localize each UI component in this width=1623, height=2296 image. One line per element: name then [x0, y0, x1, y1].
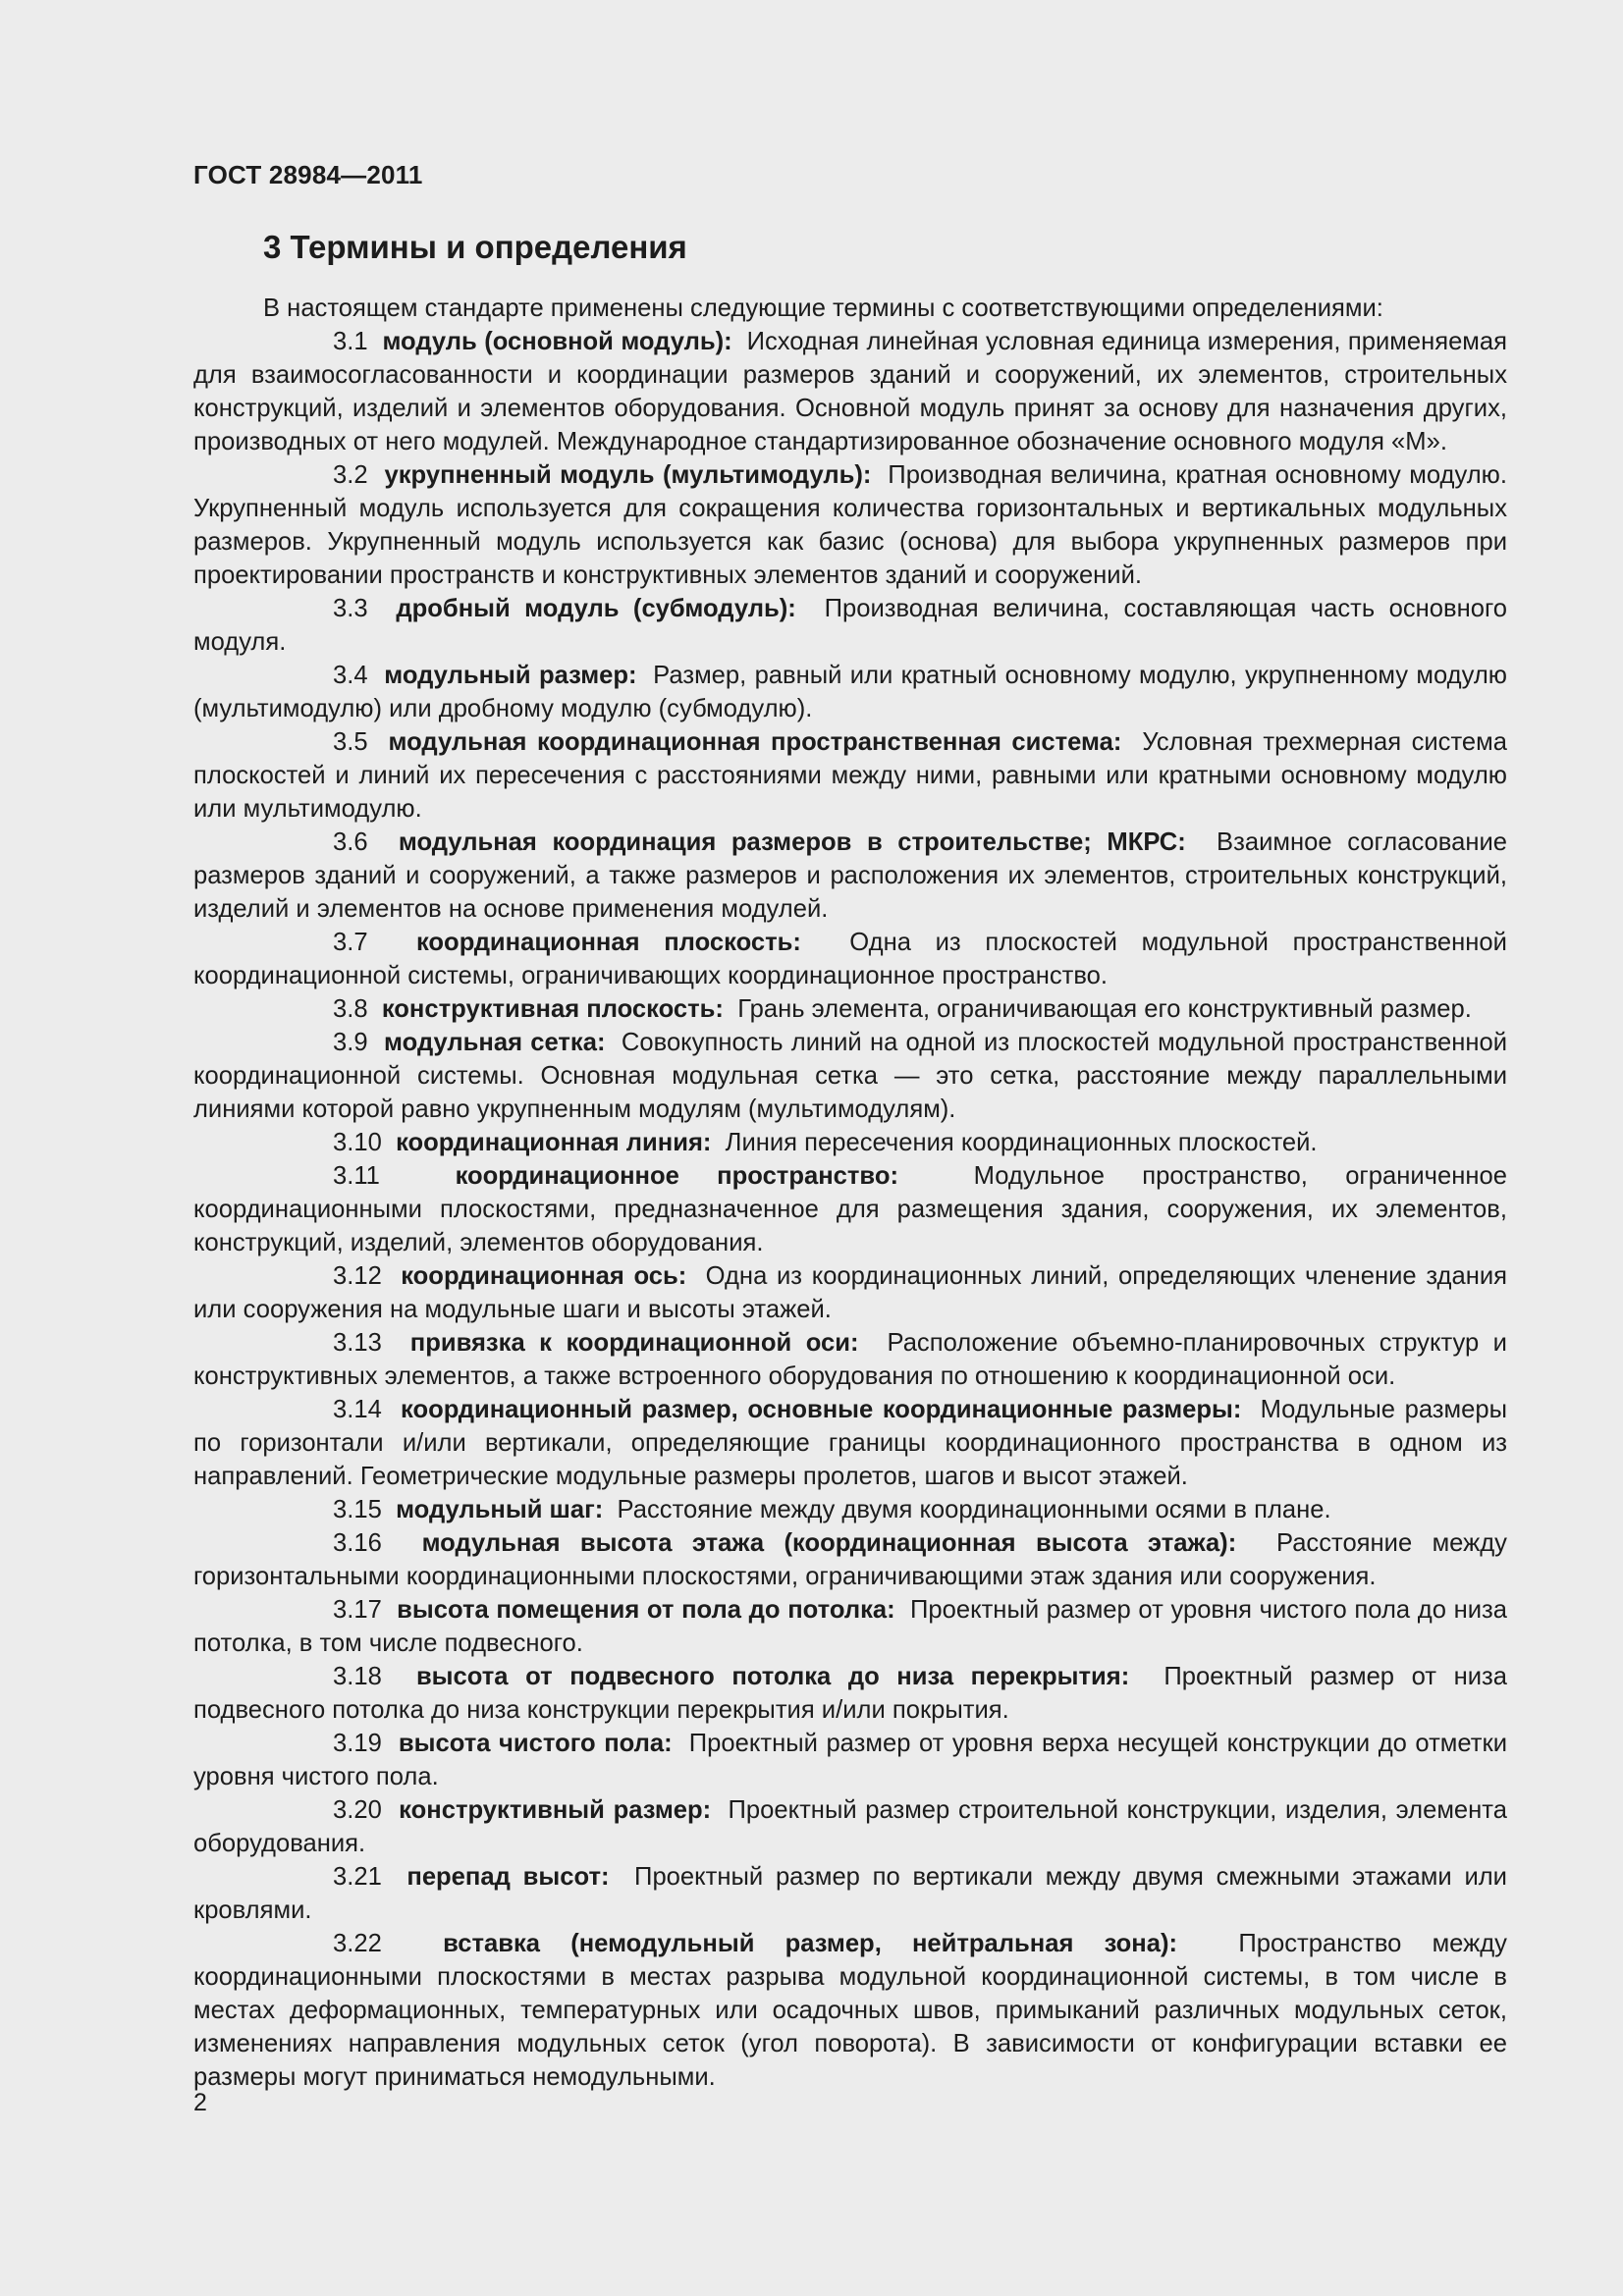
term-entry	[193, 926, 1507, 992]
term-entry	[193, 826, 1507, 926]
term-name: координационная плоскость:	[415, 929, 801, 956]
page-number: 2	[193, 2089, 207, 2116]
term-name: вставка (немодульный размер, нейтральная зона):	[443, 1930, 1178, 1957]
term-name: координационное пространство:	[455, 1162, 898, 1190]
term-name: перепад высот:	[406, 1863, 610, 1891]
term-entry	[193, 659, 1507, 725]
term-entry	[193, 1526, 1507, 1593]
term-number: 3.19	[333, 1730, 382, 1757]
term-number: 3.17	[333, 1596, 382, 1624]
term-name: модульный шаг:	[396, 1496, 604, 1523]
term-entry	[193, 1159, 1507, 1259]
term-definition: Исходная линейная условная единица измерения, применяемая для взаимосогласованности и координации размеров зданий и сооружений, их элементов, строительных конструкций, изделий и элементов оборудования. Основной модуль принят за основу для назначения других, производных от него модулей. Международное стандартизированное обозначение основного модуля «М».	[193, 328, 1507, 455]
term-number: 3.15	[333, 1496, 382, 1523]
term-name: модульная высота этажа (координационная высота этажа):	[421, 1529, 1237, 1557]
term-definition: Модульное пространство, ограниченное координационными плоскостями, предназначенное для размещения здания, сооружения, их элементов, конструкций, изделий, элементов оборудования.	[193, 1162, 1507, 1256]
term-entry	[193, 1793, 1507, 1860]
term-name: конструктивная плоскость:	[381, 995, 724, 1023]
term-number: 3.4	[333, 662, 368, 689]
term-number: 3.7	[333, 929, 368, 956]
term-entry	[193, 1493, 1507, 1526]
term-definition: Расположение объемно-планировочных структур и конструктивных элементов, а также встроенного оборудования по отношению к координационной оси.	[193, 1329, 1507, 1390]
term-definition: Совокупность линий на одной из плоскостей модульной пространственной координационной системы. Основная модульная сетка — это сетка, расстояние между параллельными линиями которой равно укрупненным модулям (мультимодулям).	[193, 1029, 1507, 1123]
term-definition: Грань элемента, ограничивающая его конструктивный размер.	[737, 995, 1472, 1023]
term-name: привязка к координационной оси:	[409, 1329, 859, 1357]
term-number: 3.11	[333, 1162, 380, 1190]
term-entry	[193, 1026, 1507, 1126]
term-number: 3.13	[333, 1329, 382, 1357]
term-definition: Проектный размер от уровня чистого пола до низа потолка, в том числе подвесного.	[193, 1596, 1507, 1657]
document-body	[193, 292, 1507, 2094]
term-definition: Одна из плоскостей модульной пространственной координационной системы, ограничивающих координационное пространство.	[193, 929, 1507, 989]
term-definition: Одна из координационных линий, определяющих членение здания или сооружения на модульные шаги и высоты этажей.	[193, 1262, 1507, 1323]
term-entry	[193, 1326, 1507, 1393]
term-definition: Проектный размер от низа подвесного потолка до низа конструкции перекрытия и/или покрытия.	[193, 1663, 1507, 1724]
term-entry	[193, 992, 1507, 1026]
term-definition: Расстояние между двумя координационными осями в плане.	[617, 1496, 1331, 1523]
term-entry	[193, 1860, 1507, 1927]
term-name: координационная ось:	[401, 1262, 687, 1290]
term-number: 3.3	[333, 595, 368, 622]
term-number: 3.21	[333, 1863, 382, 1891]
term-definition: Взаимное согласование размеров зданий и сооружений, а также размеров и расположения их элементов, строительных конструкций, изделий и элементов на основе применения модулей.	[193, 828, 1507, 923]
term-number: 3.9	[333, 1029, 368, 1056]
term-name: высота чистого пола:	[398, 1730, 673, 1757]
term-entry	[193, 592, 1507, 659]
term-name: модульная координация размеров в строительстве; МКРС:	[398, 828, 1186, 856]
term-definition: Расстояние между горизонтальными координационными плоскостями, ограничивающими этаж здания или сооружения.	[193, 1529, 1507, 1590]
term-definition: Проектный размер по вертикали между двумя смежными этажами или кровлями.	[193, 1863, 1507, 1924]
term-definition: Проектный размер строительной конструкции, изделия, элемента оборудования.	[193, 1796, 1507, 1857]
document-header: ГОСТ 28984—2011	[193, 160, 423, 189]
term-number: 3.22	[333, 1930, 382, 1957]
term-number: 3.10	[333, 1129, 382, 1156]
term-number: 3.8	[333, 995, 368, 1023]
term-number: 3.18	[333, 1663, 382, 1690]
term-entry	[193, 458, 1507, 592]
term-definition: Линия пересечения координационных плоскостей.	[725, 1129, 1318, 1156]
term-name: высота от подвесного потолка до низа перекрытия:	[415, 1663, 1130, 1690]
term-entry	[193, 1259, 1507, 1326]
term-definition: Размер, равный или кратный основному модулю, укрупненному модулю (мультимодулю) или дробному модулю (субмодулю).	[193, 662, 1507, 722]
term-number: 3.5	[333, 728, 368, 756]
term-number: 3.14	[333, 1396, 382, 1423]
term-number: 3.12	[333, 1262, 382, 1290]
term-name: координационный размер, основные координационные размеры:	[401, 1396, 1242, 1423]
term-entry	[193, 1927, 1507, 2094]
term-name: модульная координационная пространственная система:	[388, 728, 1122, 756]
term-definition: Пространство между координационными плоскостями в местах разрыва модульной координационной системы, в том числе в местах деформационных, температурных или осадочных швов, примыканий различных модульных сеток, изменениях направления модульных сеток (угол поворота). В зависимости от конфигурации вставки ее размеры могут приниматься немодульными.	[193, 1930, 1507, 2091]
term-number: 3.1	[333, 328, 368, 355]
term-number: 3.6	[333, 828, 368, 856]
term-number: 3.20	[333, 1796, 382, 1824]
term-name: модульная сетка:	[384, 1029, 606, 1056]
term-name: высота помещения от пола до потолка:	[397, 1596, 895, 1624]
term-number: 3.2	[333, 461, 368, 489]
term-entry	[193, 1126, 1507, 1159]
term-definition: Условная трехмерная система плоскостей и линий их пересечения с расстояниями между ними, равными или кратными основному модулю или мультимодулю.	[193, 728, 1507, 823]
term-number: 3.16	[333, 1529, 382, 1557]
term-name: укрупненный модуль (мультимодуль):	[384, 461, 872, 489]
term-entry	[193, 325, 1507, 458]
term-entry	[193, 1393, 1507, 1493]
term-name: модульный размер:	[384, 662, 637, 689]
section-title: 3 Термины и определения	[263, 229, 687, 265]
term-name: координационная линия:	[396, 1129, 712, 1156]
term-definition: Производная величина, составляющая часть основного модуля.	[193, 595, 1507, 656]
term-name: конструктивный размер:	[399, 1796, 712, 1824]
term-entry	[193, 725, 1507, 826]
term-definition: Проектный размер от уровня верха несущей конструкции до отметки уровня чистого пола.	[193, 1730, 1507, 1790]
term-entry	[193, 1727, 1507, 1793]
term-definition: Модульные размеры по горизонтали и/или вертикали, определяющие границы координационного пространства в одном из направлений. Геометрические модульные размеры пролетов, шагов и высот этажей.	[193, 1396, 1507, 1490]
term-entry	[193, 1593, 1507, 1660]
intro-paragraph: В настоящем стандарте применены следующие термины с соответствующими определениями:	[263, 294, 1383, 322]
term-name: модуль (основной модуль):	[382, 328, 732, 355]
term-name: дробный модуль (субмодуль):	[396, 595, 796, 622]
term-entry	[193, 1660, 1507, 1727]
term-definition: Производная величина, кратная основному модулю. Укрупненный модуль используется для сокращения количества горизонтальных и вертикальных модульных размеров. Укрупненный модуль используется как базис (основа) для выбора укрупненных размеров при проектировании пространств и конструктивных элементов зданий и сооружений.	[193, 461, 1507, 589]
terms-list	[193, 325, 1507, 2094]
